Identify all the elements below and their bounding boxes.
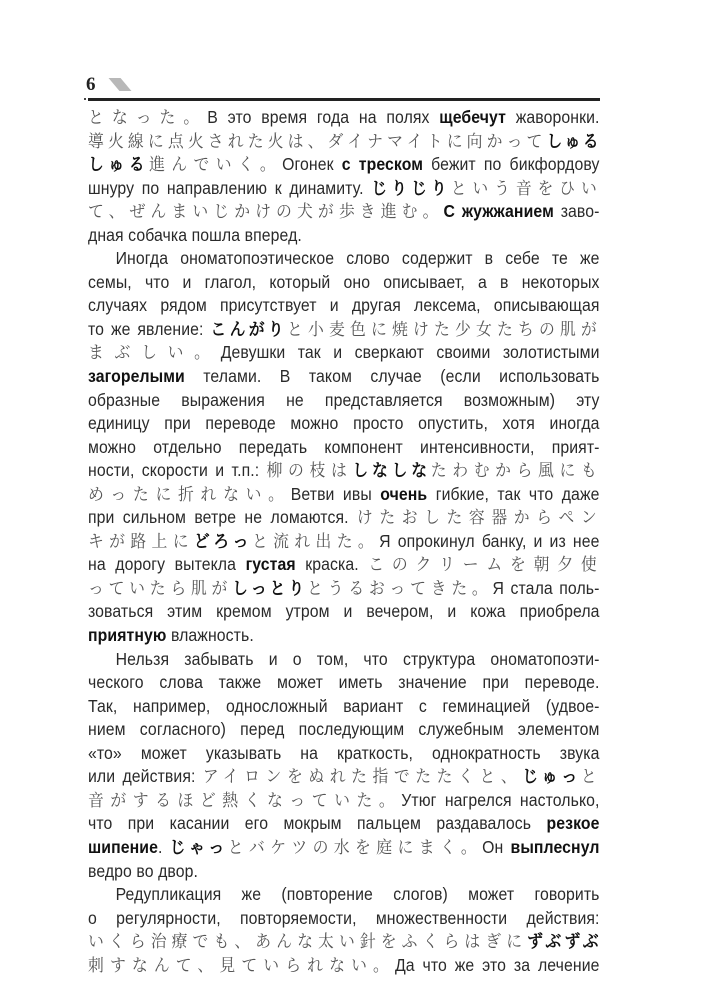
japanese-onomatopoeia: しゅる (88, 155, 150, 176)
japanese-text: とバケツの水を庭にまく。 (227, 837, 483, 858)
text-line (88, 389, 600, 413)
russian-text: на дорогу вытекла (88, 554, 246, 575)
russian-text: Да что же это за лечение (394, 954, 600, 975)
japanese-onomatopoeia: ずぶずぶ (527, 932, 600, 953)
japanese-text: っていたら肌が (88, 578, 233, 599)
text-line (88, 812, 600, 836)
bold-term: щебечут (439, 107, 506, 127)
bold-term: очень (380, 483, 428, 504)
russian-text: В это время года на полях (207, 107, 440, 127)
text-line (88, 365, 600, 389)
russian-text: зоваться этим кремом утром и вечером, и кожа приобрела (88, 601, 600, 622)
japanese-text: という音をひい (450, 178, 600, 199)
japanese-onomatopoeia: どろっ (193, 531, 252, 552)
text-line (88, 530, 600, 554)
japanese-text: このクリームを朝夕使 (368, 555, 600, 576)
text-line (88, 294, 600, 318)
text-line (88, 742, 600, 766)
japanese-text: 音がするほど熱くなっていた。 (88, 790, 402, 811)
text-line (88, 436, 600, 460)
russian-text: нием согласного) перед последующим служебным элементом (88, 719, 600, 740)
russian-text: Так, например, односложный вариант с геминацией (удвое- (88, 695, 600, 716)
russian-text: Он (482, 836, 511, 857)
russian-text: заво- (553, 201, 600, 222)
text-line (88, 177, 600, 201)
text-line (88, 271, 600, 295)
text-line (88, 789, 600, 813)
russian-text: гибкие, так что даже (427, 483, 600, 504)
japanese-text: 柳の枝は (266, 461, 353, 482)
text-line (88, 247, 600, 271)
text-line (88, 153, 600, 177)
russian-text: при сильном ветре не ломаются. (88, 507, 357, 528)
russian-text: то же явление: (88, 318, 211, 339)
text-line (88, 600, 600, 624)
japanese-text: けたおした容器からペン (356, 508, 600, 529)
text-line (88, 907, 600, 931)
japanese-text: まぶしい。 (88, 343, 221, 364)
japanese-onomatopoeia: こんがり (210, 319, 288, 340)
text-line (88, 577, 600, 601)
japanese-onomatopoeia: じゃっ (169, 837, 228, 858)
bold-term: С жужжанием (443, 201, 554, 222)
russian-text: Иногда ономатопоэтическое слово содержит в себе те же (115, 248, 600, 269)
russian-text: шнуру по направлению к динамиту. (88, 177, 372, 198)
russian-text: . (157, 836, 170, 857)
russian-text: образные выражения не представляется возможным) эту (88, 389, 600, 410)
bold-term: приятную (88, 625, 167, 646)
russian-text: ческого слова также может иметь значение при переводе. (88, 672, 600, 693)
japanese-onomatopoeia: しっとり (232, 578, 308, 599)
text-line (88, 412, 600, 436)
russian-text: Девушки так и сверкают своими золотистыми (220, 342, 600, 363)
russian-text: Утюг нагрелся настолько, (401, 789, 600, 810)
japanese-onomatopoeia: しなしな (352, 461, 431, 482)
japanese-onomatopoeia: じりじり (371, 178, 451, 199)
japanese-text: 導火線に点火された火は、ダイナマイトに向かって (88, 131, 547, 152)
text-line (88, 459, 600, 483)
text-line (88, 671, 600, 695)
russian-text: можно отдельно передать компонент интенсивности, прият- (88, 436, 600, 457)
text-line (88, 624, 600, 648)
japanese-text: とうるおってきた。 (307, 578, 493, 599)
russian-text: Огонек (282, 154, 342, 175)
russian-text: влажность. (166, 625, 254, 646)
japanese-text: と流れ出た。 (251, 531, 380, 552)
russian-text: Я стала поль- (492, 577, 600, 598)
japanese-text: キが路上に (88, 531, 194, 552)
text-line (88, 341, 600, 365)
russian-text: жаворонки. (505, 107, 600, 127)
bold-term: резкое (546, 813, 600, 834)
bold-term: с треском (341, 154, 424, 175)
russian-text: о регулярности, повторяемости, множественности действия: (88, 907, 600, 928)
russian-text: ности, скорости и т.п.: (88, 460, 267, 481)
header-rule-dot (84, 98, 86, 100)
text-line (88, 506, 600, 530)
japanese-text: アイロンをぬれた指でたたくと、 (202, 767, 523, 788)
japanese-text: めったに折れない。 (88, 484, 291, 505)
bold-term: шипение (88, 836, 158, 857)
bold-term: загорелыми (88, 366, 185, 387)
japanese-text: て、ぜんまいじかけの犬が歩き進む。 (88, 202, 444, 223)
text-line (88, 200, 600, 224)
text-line (88, 130, 600, 154)
header-tab-mark (109, 78, 132, 91)
russian-text: «то» может указывать на краткость, однократность звука (88, 742, 600, 763)
russian-text: Редупликация же (повторение слогов) может говорить (115, 884, 600, 905)
russian-text: телами. В таком случае (если использовать (184, 366, 600, 387)
russian-text: ведро во двор. (88, 860, 199, 881)
japanese-text: 進んでいく。 (149, 155, 283, 176)
japanese-onomatopoeia: じゅっ (522, 767, 581, 788)
text-line (88, 954, 600, 978)
text-line (88, 765, 600, 789)
text-line (88, 860, 600, 884)
text-line (88, 224, 600, 248)
russian-text: случаях рядом присутствует и другая лексема, описывающая (88, 295, 600, 316)
russian-text: Ветви ивы (290, 483, 381, 504)
russian-text: Нельзя забывать и о том, что структура ономатопоэти- (115, 648, 600, 669)
japanese-text: と (580, 767, 600, 788)
text-line (88, 483, 600, 507)
text-line (88, 106, 600, 130)
russian-text: бежит по бикфордову (423, 154, 600, 175)
text-line (88, 718, 600, 742)
russian-text: или действия: (88, 766, 203, 787)
russian-text: краска. (295, 554, 369, 575)
russian-text: единицу при переводе можно просто опустить, хотя иногда (88, 413, 600, 434)
text-line (88, 836, 600, 860)
header-rule (88, 98, 600, 101)
text-line (88, 883, 600, 907)
text-line (88, 648, 600, 672)
text-line (88, 930, 600, 954)
japanese-onomatopoeia: しゅる (546, 131, 600, 152)
russian-text: что при касании его мокрым пальцем раздавалось (88, 813, 547, 834)
japanese-text: いくら治療でも、あんな太い針をふくらはぎに (88, 932, 528, 953)
japanese-text: となった。 (88, 108, 208, 128)
bold-term: густая (245, 554, 296, 575)
text-line (88, 553, 600, 577)
text-line (88, 695, 600, 719)
russian-text: семы, что и глагол, который оно описывает, а в некоторых (88, 271, 600, 292)
russian-text: Я опрокинул банку, и из нее (379, 530, 600, 551)
body-text (88, 106, 600, 977)
page-number: 6 (86, 74, 96, 95)
japanese-text: 刺すなんて、見ていられない。 (88, 955, 395, 976)
russian-text: дная собачка пошла вперед. (88, 224, 302, 245)
bold-term: выплеснул (510, 836, 600, 857)
text-line (88, 318, 600, 342)
japanese-text: たわむから風にも (430, 461, 600, 482)
japanese-text: と小麦色に焼けた少女たちの肌が (287, 319, 600, 340)
